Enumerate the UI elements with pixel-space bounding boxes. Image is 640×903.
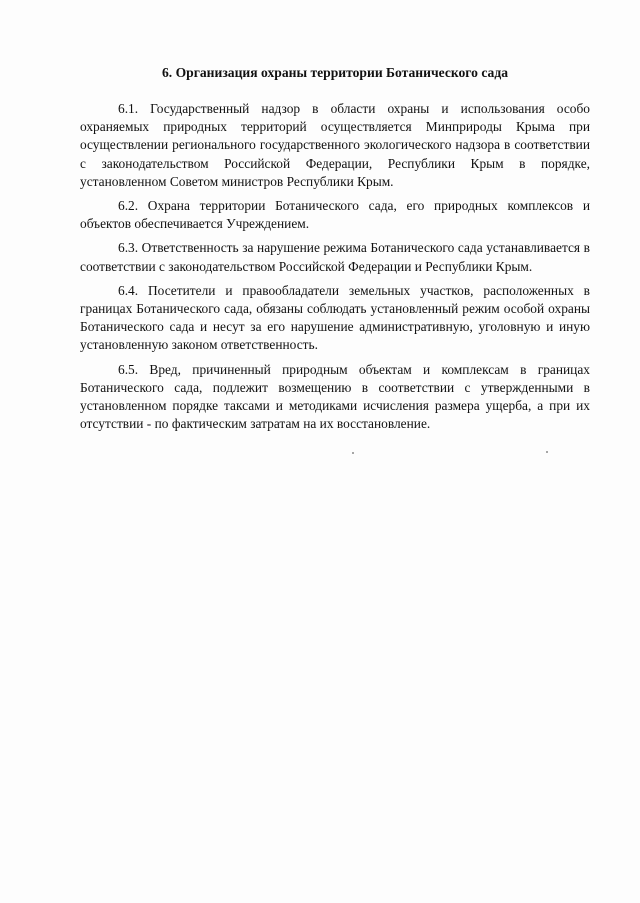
paragraph-6-2: 6.2. Охрана территории Ботанического сада, его природных комплексов и объектов обеспечивается Учреждением. — [80, 198, 590, 232]
scan-speck — [352, 452, 354, 454]
scan-speck — [546, 451, 548, 453]
paragraph-6-5: 6.5. Вред, причиненный природным объектам и комплексам в границах Ботанического сада, подлежит возмещению в соответствии с утвержденными в установленном порядке таксами и методиками исчисления размера ущерба, а при их отсутствии - по фактическим затратам на их восстановление. — [80, 361, 590, 432]
paragraph-6-4: 6.4. Посетители и правообладатели земельных участков, расположенных в границах Ботанического сада, обязаны соблюдать установленный режим особой охраны Ботанического сада и несут за его нарушение административную, уголовную и иную установленную законом ответственность. — [80, 282, 590, 353]
paragraph-6-3: 6.3. Ответственность за нарушение режима Ботанического сада устанавливается в соответствии с законодательством Российской Федерации и Республики Крым. — [80, 240, 590, 274]
section-heading: 6. Организация охраны территории Ботанического сада — [161, 65, 509, 80]
document-body — [80, 100, 590, 439]
paragraph-6-1: 6.1. Государственный надзор в области охраны и использования особо охраняемых природных территорий осуществляется Минприроды Крыма при осуществлении регионального государственного экологического надзора в соответствии с законодательством Российской Федерации, Республики Крым в порядке, установленном Советом министров Республики Крым. — [80, 101, 590, 189]
